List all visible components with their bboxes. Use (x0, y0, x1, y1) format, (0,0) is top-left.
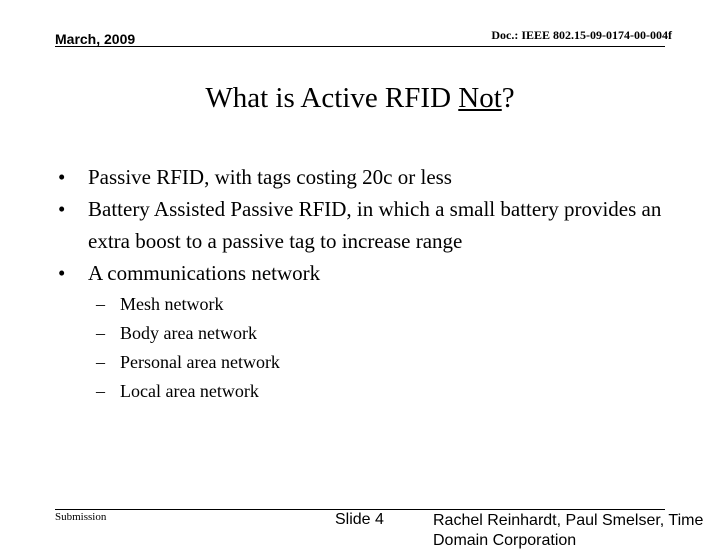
bullet-item (58, 161, 688, 193)
sub-bullet-text: Personal area network (120, 352, 280, 372)
bullet-item (58, 193, 688, 257)
sub-bullet-marker: – (96, 294, 105, 314)
footer-author: Rachel Reinhardt, Paul Smelser, Time Domain Corporation (433, 512, 704, 549)
footer-slide-number: Slide 4 (335, 511, 384, 528)
bullet-item (58, 257, 688, 289)
title-emphasis: Not (458, 82, 502, 114)
title-prefix: What is Active RFID (205, 82, 459, 114)
bullet-text: Passive RFID, with tags costing 20c or less (88, 165, 452, 189)
bullet-text: Battery Assisted Passive RFID, in which a small battery provides an extra boost to a passive tag to increase range (88, 197, 662, 253)
sub-bullet-item (96, 348, 280, 377)
bullet-text: A communications network (88, 261, 321, 285)
header-document-id: Doc.: IEEE 802.15-09-0174-00-004f (491, 28, 672, 42)
sub-bullet-item (96, 319, 280, 348)
header-divider (55, 46, 665, 47)
bullet-list (58, 161, 688, 289)
footer-submission: Submission (55, 511, 107, 523)
sub-bullet-marker: – (96, 352, 105, 372)
sub-bullet-list (96, 290, 280, 406)
bullet-marker: • (58, 165, 66, 189)
sub-bullet-text: Mesh network (120, 294, 224, 314)
sub-bullet-item (96, 377, 280, 406)
bullet-marker: • (58, 261, 66, 285)
sub-bullet-text: Local area network (120, 381, 259, 401)
header-date: March, 2009 (55, 31, 136, 47)
sub-bullet-item (96, 290, 280, 319)
bullet-marker: • (58, 197, 66, 221)
slide-title (0, 80, 720, 116)
sub-bullet-marker: – (96, 381, 105, 401)
title-suffix: ? (501, 82, 515, 114)
footer-divider (55, 509, 665, 510)
sub-bullet-marker: – (96, 323, 105, 343)
sub-bullet-text: Body area network (120, 323, 257, 343)
